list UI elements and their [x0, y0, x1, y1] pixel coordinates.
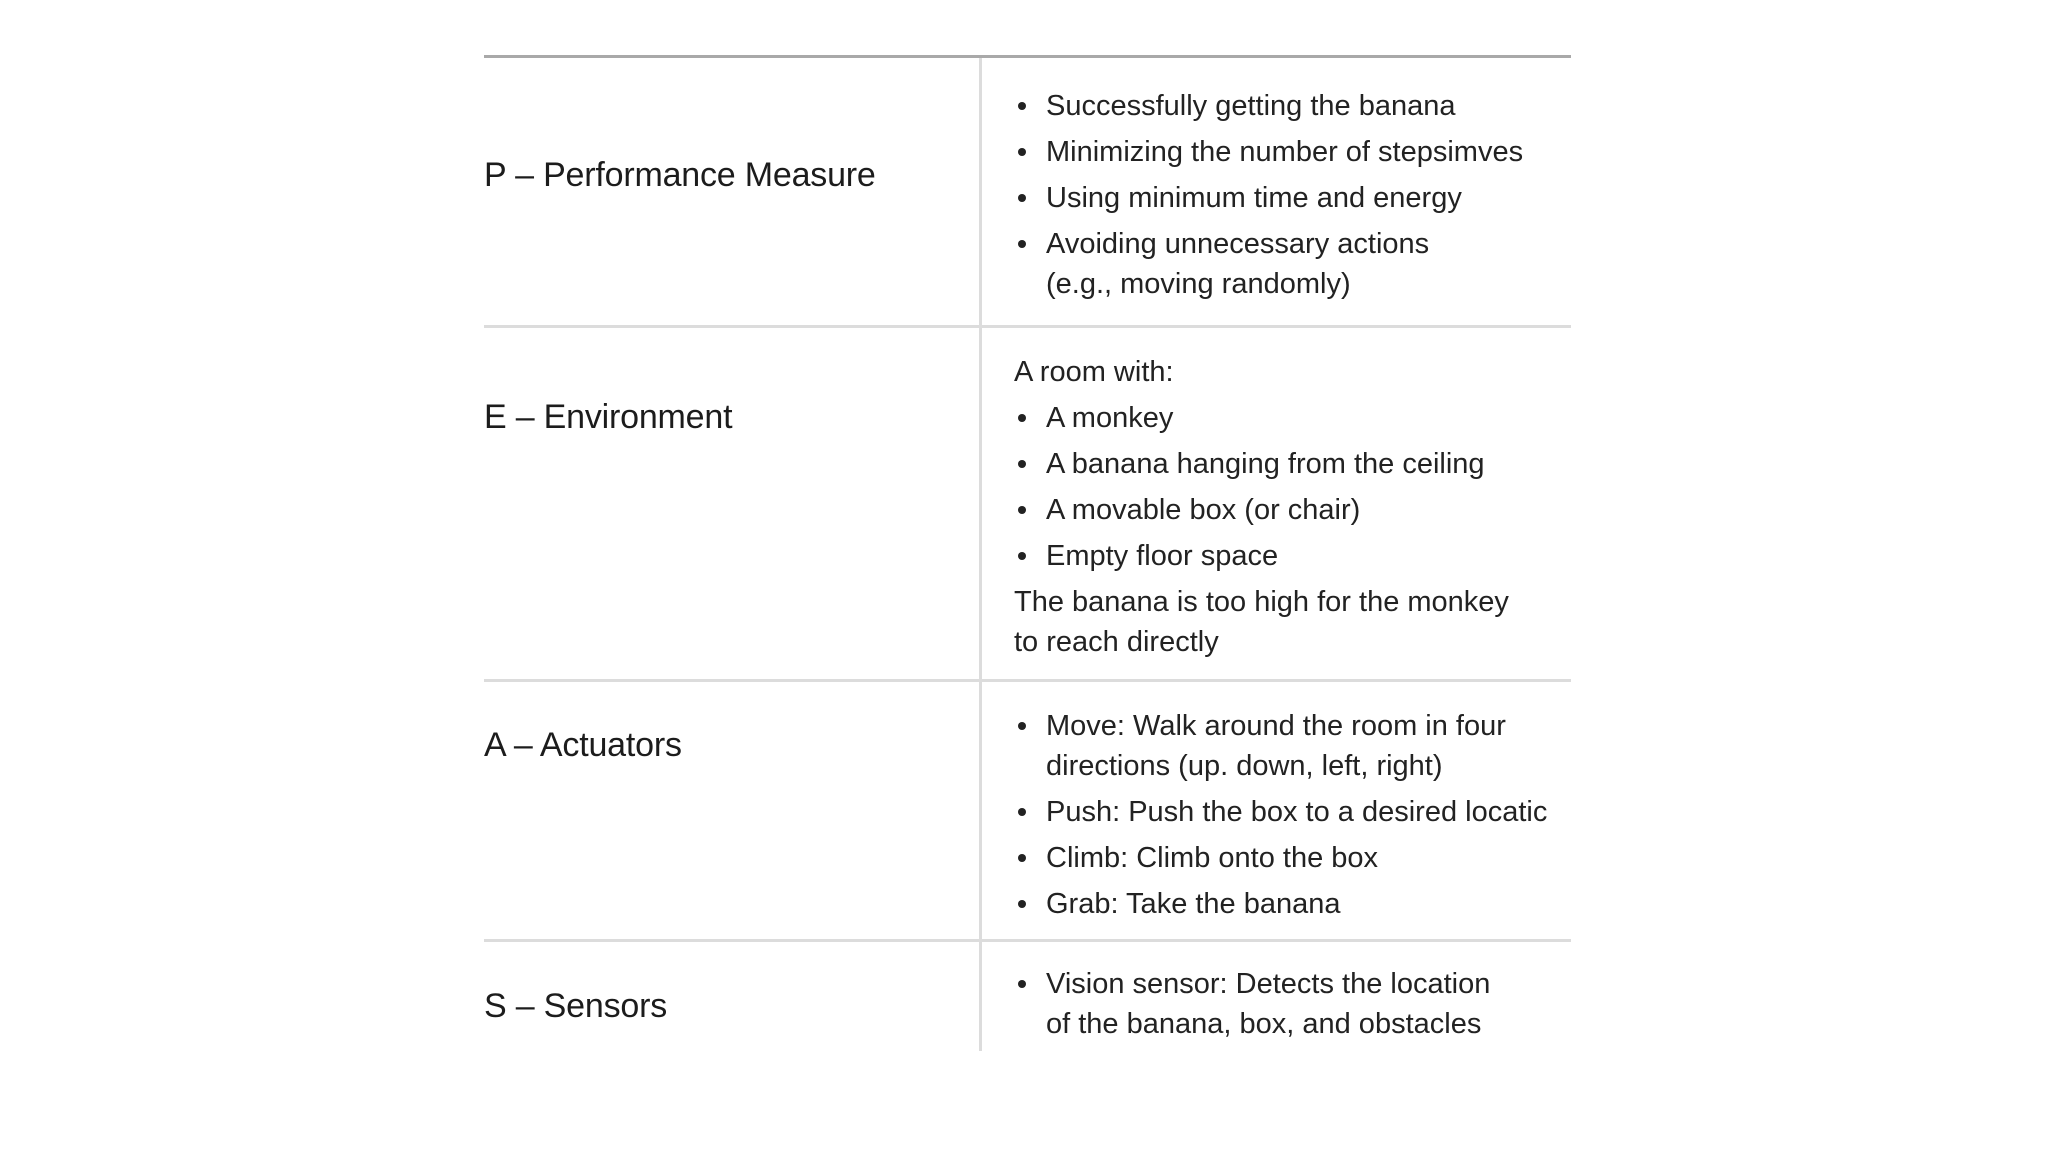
row-label-cell — [484, 682, 979, 939]
list-item-text: Push: Push the box to a desired locatic — [1046, 796, 1548, 828]
list-item-text: Empty floor space — [1046, 540, 1279, 572]
list-item-text-continued: (e.g., moving randomly) — [1046, 268, 1351, 300]
list-item — [1014, 792, 1571, 832]
list-item-text: Grab: Take the banana — [1046, 888, 1341, 920]
list-item — [1014, 444, 1571, 484]
list-item-text-continued: directions (up. down, left, right) — [1046, 750, 1443, 782]
list-item — [1014, 964, 1571, 1044]
peas-table — [484, 55, 1571, 1051]
table-row-environment — [484, 328, 1571, 682]
list-item-text: A movable box (or chair) — [1046, 494, 1361, 526]
paragraph-text: A room with: — [1014, 356, 1174, 388]
table-row-performance-measure — [484, 58, 1571, 328]
row-label-sensors: S – Sensors — [484, 987, 668, 1025]
paragraph-text: The banana is too high for the monkey — [1014, 586, 1509, 618]
row-label-actuators: A – Actuators — [484, 726, 682, 764]
row-label-cell — [484, 58, 979, 325]
list-item — [1014, 838, 1571, 878]
list-item — [1014, 490, 1571, 530]
list-item-text: Minimizing the number of stepsimves — [1046, 136, 1524, 168]
list-item-text: A monkey — [1046, 402, 1174, 434]
row-content-cell — [979, 328, 1571, 679]
row-label-environment: E – Environment — [484, 398, 733, 436]
list-item — [1014, 132, 1571, 172]
list-item — [1014, 224, 1571, 304]
list-item — [1014, 536, 1571, 576]
list-item-text: Vision sensor: Detects the location — [1046, 968, 1491, 1000]
list-item-text: Move: Walk around the room in four — [1046, 710, 1506, 742]
list-item — [1014, 884, 1571, 924]
row-label-performance-measure: P – Performance Measure — [484, 156, 876, 194]
row-label-cell — [484, 328, 979, 679]
list-item-text: Successfully getting the banana — [1046, 90, 1456, 122]
list-item — [1014, 178, 1571, 218]
list-item — [1014, 398, 1571, 438]
paragraph-text-continued: to reach directly — [1014, 626, 1219, 658]
list-item-text-continued: of the banana, box, and obstacles — [1046, 1008, 1482, 1040]
row-content-cell — [979, 682, 1571, 939]
list-item — [1014, 706, 1571, 786]
table-row-sensors — [484, 942, 1571, 1051]
list-item — [1014, 86, 1571, 126]
row-label-cell — [484, 942, 979, 1051]
list-item-text: Using minimum time and energy — [1046, 182, 1462, 214]
list-item-text: A banana hanging from the ceiling — [1046, 448, 1485, 480]
list-item-text: Climb: Climb onto the box — [1046, 842, 1379, 874]
row-content-cell — [979, 58, 1571, 325]
list-item-text: Avoiding unnecessary actions — [1046, 228, 1430, 260]
table-row-actuators — [484, 682, 1571, 942]
row-content-cell — [979, 942, 1571, 1051]
